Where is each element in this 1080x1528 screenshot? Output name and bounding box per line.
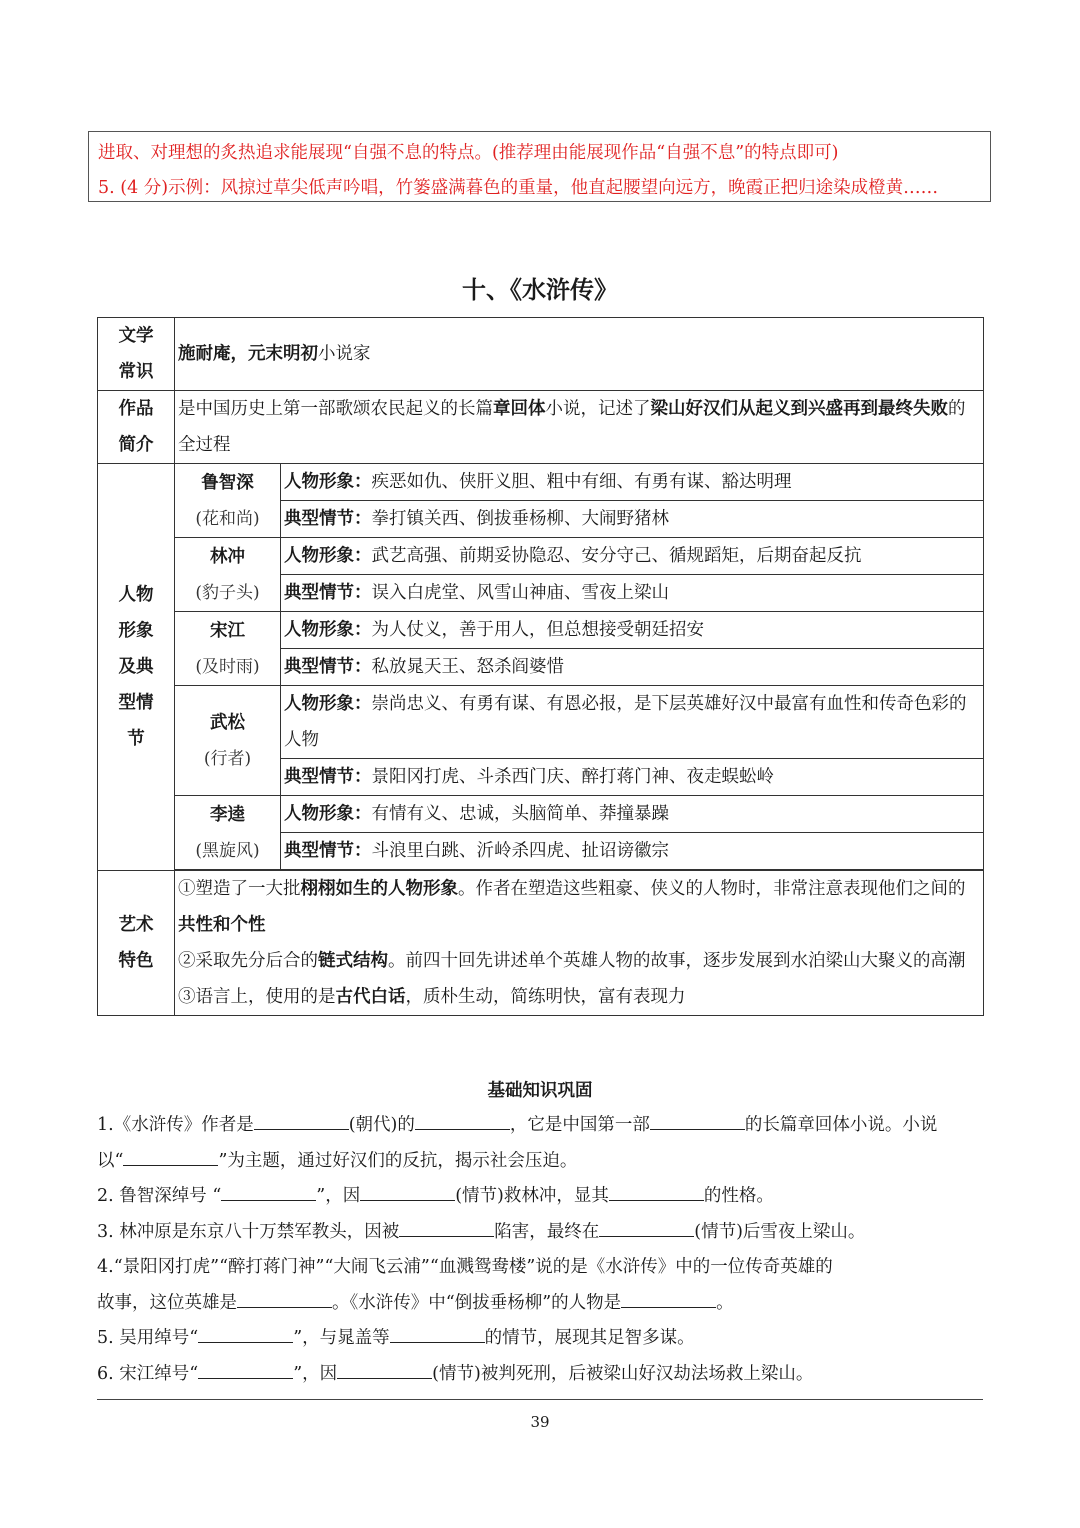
character-image: 人物形象：崇尚忠义、有勇有谋、有恩必报，是下层英雄好汉中最富有血性和传奇色彩的人物 xyxy=(281,686,984,759)
character-name-cell: 李逵 (黑旋风) xyxy=(175,796,281,870)
character-plot: 典型情节：私放晁天王、怒杀阎婆惜 xyxy=(281,649,984,686)
question-1: 1.《水浒传》作者是 (朝代)的 ，它是中国第一部 的长篇章回体小说。小说 xyxy=(97,1108,984,1144)
character-name-cell: 武松 (行者) xyxy=(175,686,281,796)
question-1-cont: 以“ ”为主题，通过好汉们的反抗，揭示社会压迫。 xyxy=(97,1144,984,1180)
exercises-title: 基础知识巩固 xyxy=(487,1081,593,1101)
literary-label: 文学 常识 xyxy=(98,318,175,391)
answer-blank[interactable] xyxy=(360,1180,455,1201)
question-6: 6. 宋江绰号“ ”，因 (情节)被判死刑，后被梁山好汉劫法场救上梁山。 xyxy=(97,1357,984,1393)
table-row-literary xyxy=(98,318,984,391)
character-plot: 典型情节：拳打镇关西、倒拔垂杨柳、大闹野猪林 xyxy=(281,501,984,538)
table-row xyxy=(98,538,984,575)
question-3: 3. 林冲原是东京八十万禁军教头，因被 陷害，最终在 (情节)后雪夜上梁山。 xyxy=(97,1215,984,1251)
answer-blank[interactable] xyxy=(198,1322,293,1343)
character-plot: 典型情节：斗浪里白跳、沂岭杀四虎、扯诏谤徽宗 xyxy=(281,833,984,870)
section-title: 十、《水浒传》 xyxy=(462,276,618,304)
table-row xyxy=(98,464,984,501)
answer-blank[interactable] xyxy=(399,1216,494,1237)
character-name-cell: 鲁智深 (花和尚) xyxy=(175,464,281,538)
character-plot: 典型情节：误入白虎堂、风雪山神庙、雪夜上梁山 xyxy=(281,575,984,612)
table-row xyxy=(98,686,984,759)
character-image: 人物形象：武艺高强、前期妥协隐忍、安分守己、循规蹈矩，后期奋起反抗 xyxy=(281,538,984,575)
knowledge-table xyxy=(97,317,984,1016)
character-image: 人物形象：有情有义、忠诚，头脑简单、莽撞暴躁 xyxy=(281,796,984,833)
intro-label: 作品 简介 xyxy=(98,391,175,464)
art-item-3: ③语言上，使用的是古代白话，质朴生动，简练明快，富有表现力 xyxy=(178,987,686,1007)
art-content xyxy=(175,871,984,1016)
question-2: 2. 鲁智深绰号 “ ”，因 (情节)救林冲，显其 的性格。 xyxy=(97,1179,984,1215)
question-5: 5. 吴用绰号“ ”，与晁盖等 的情节，展现其足智多谋。 xyxy=(97,1321,984,1357)
answer-blank[interactable] xyxy=(650,1109,745,1130)
question-4-cont: 故事，这位英雄是 。《水浒传》中“倒拔垂杨柳”的人物是 。 xyxy=(97,1286,984,1322)
answer-blank[interactable] xyxy=(390,1322,485,1343)
table-row xyxy=(98,612,984,649)
character-image: 人物形象：为人仗义，善于用人，但总想接受朝廷招安 xyxy=(281,612,984,649)
answer-blank[interactable] xyxy=(237,1287,332,1308)
answer-blank[interactable] xyxy=(123,1145,218,1166)
characters-label: 人物 形象 及典 型情 节 xyxy=(98,464,175,871)
question-4: 4.“景阳冈打虎”“醉打蒋门神”“大闹飞云浦”“血溅鸳鸯楼”说的是《水浒传》中的一位传奇英雄的 xyxy=(97,1257,833,1277)
answer-blank[interactable] xyxy=(337,1358,432,1379)
character-name-cell: 宋江 (及时雨) xyxy=(175,612,281,686)
answer-line-1: 进取、对理想的炙热追求能展现“自强不息的特点。(推荐理由能展现作品“自强不息”的特点即可) xyxy=(98,143,839,163)
answer-blank[interactable] xyxy=(221,1180,316,1201)
table-row-art xyxy=(98,871,984,1016)
answer-line-2: 5. (4 分)示例：风掠过草尖低声吟唱，竹篓盛满暮色的重量，他直起腰望向远方，晚霞正把归途染成橙黄…… xyxy=(98,178,939,198)
answer-blank[interactable] xyxy=(621,1287,716,1308)
answer-blank[interactable] xyxy=(198,1358,293,1379)
table-row-intro xyxy=(98,391,984,464)
art-item-1: ①塑造了一大批栩栩如生的人物形象。作者在塑造这些粗豪、侠义的人物时，非常注意表现他们之间的共性和个性 xyxy=(178,879,966,935)
exercises xyxy=(97,1108,984,1392)
table-row xyxy=(98,796,984,833)
footer-divider xyxy=(97,1399,983,1400)
art-item-2: ②采取先分后合的链式结构。前四十回先讲述单个英雄人物的故事，逐步发展到水泊梁山大聚义的高潮 xyxy=(178,951,966,971)
literary-content: 施耐庵，元末明初小说家 xyxy=(175,318,984,391)
answer-box xyxy=(88,131,991,202)
intro-content: 是中国历史上第一部歌颂农民起义的长篇章回体小说，记述了梁山好汉们从起义到兴盛再到最终失败的全过程 xyxy=(175,391,984,464)
answer-blank[interactable] xyxy=(609,1180,704,1201)
answer-blank[interactable] xyxy=(254,1109,349,1130)
character-name-cell: 林冲 (豹子头) xyxy=(175,538,281,612)
answer-blank[interactable] xyxy=(599,1216,694,1237)
answer-blank[interactable] xyxy=(415,1109,510,1130)
page-number: 39 xyxy=(530,1413,550,1431)
character-image: 人物形象：疾恶如仇、侠肝义胆、粗中有细、有勇有谋、豁达明理 xyxy=(281,464,984,501)
character-plot: 典型情节：景阳冈打虎、斗杀西门庆、醉打蒋门神、夜走蜈蚣岭 xyxy=(281,759,984,796)
art-label: 艺术 特色 xyxy=(98,871,175,1016)
